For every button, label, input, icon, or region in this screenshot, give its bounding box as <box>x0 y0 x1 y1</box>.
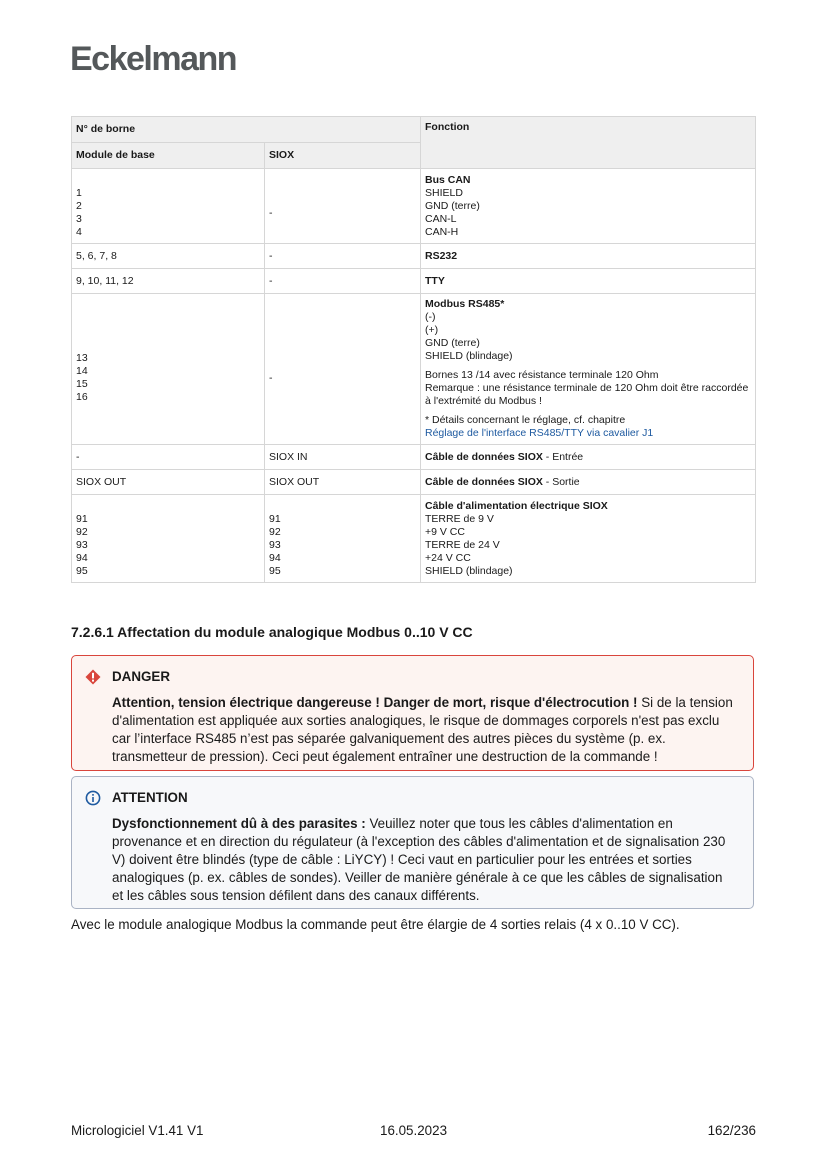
table-row <box>72 470 756 495</box>
termination-note: Bornes 13 /14 avec résistance terminale 120 Ohm <box>425 369 659 381</box>
eckelmann-logo: Eckelmann <box>70 40 237 78</box>
function-cell: TTY <box>421 269 756 294</box>
siox-cell: - <box>265 269 421 294</box>
footer-page-number: 162/236 <box>707 1123 756 1138</box>
function-cell: Bus CAN SHIELD GND (terre) CAN-L CAN-H <box>421 169 756 244</box>
table-row <box>72 294 756 445</box>
table-row <box>72 495 756 583</box>
siox-cell: - <box>265 169 421 244</box>
base-cell: 13 14 15 16 <box>72 294 265 445</box>
table-row <box>72 169 756 244</box>
function-cell: Modbus RS485* (-) (+) GND (terre) SHIELD (blindage) Bornes 13 /14 avec résistance terminale 120 Ohm Remarque : une résistance terminale de 120 Ohm doit être raccordée à l'extrémité du Modbus ! * Détails concernant le réglage, cf. chapitre Réglage de l'interface RS485/TTY via cavalier J1 <box>421 294 756 445</box>
header-terminal: N° de borne <box>72 117 421 143</box>
siox-cell: - <box>265 294 421 445</box>
table-row <box>72 244 756 269</box>
footer-date: 16.05.2023 <box>380 1123 448 1138</box>
siox-cell: SIOX OUT <box>265 470 421 495</box>
section-heading: 7.2.6.1 Affectation du module analogique Modbus 0..10 V CC <box>71 624 473 640</box>
danger-body: Attention, tension électrique dangereuse ! Danger de mort, risque d'électrocution ! Si de la tension d'alimentation est appliquée aux sorties analogiques, le risque de dommages corporels n'est pas exclu car l’interface RS485 n’est pas séparée galvaniquement des autres pièces du système (p. ex. transmetteur de pression). Ceci peut également entraîner une destruction de la commande ! <box>112 695 733 764</box>
function-cell: Câble de données SIOX - Sortie <box>421 470 756 495</box>
table-row <box>72 445 756 470</box>
base-cell: - <box>72 445 265 470</box>
base-cell: 5, 6, 7, 8 <box>72 244 265 269</box>
function-cell: Câble d'alimentation électrique SIOX TERRE de 9 V +9 V CC TERRE de 24 V +24 V CC SHIELD (blindage) <box>421 495 756 583</box>
settings-note: * Détails concernant le réglage, cf. chapitre <box>425 414 626 426</box>
danger-warning-icon <box>85 669 101 685</box>
terminal-table <box>71 116 756 583</box>
danger-notice <box>71 655 754 771</box>
attention-body: Dysfonctionnement dû à des parasites : Veuillez noter que tous les câbles d'alimentation en provenance et en direction du régulateur (à l'exception des câbles d'alimentation et de signalisation 230 V) doivent être blindés (type de câble : LiYCY) ! Ceci vaut en particulier pour les entrées et sorties analogiques (p. ex. câbles de sondes). Veiller de manière générale à ce que les câbles de signalisation et les câbles sous tension défilent dans des canaux différents. <box>112 816 726 903</box>
termination-remark: Remarque : une résistance terminale de 120 Ohm doit être raccordée à l'extrémité du Modbus ! <box>425 382 749 407</box>
siox-cell: SIOX IN <box>265 445 421 470</box>
table-row <box>72 269 756 294</box>
base-cell: 9, 10, 11, 12 <box>72 269 265 294</box>
attention-notice <box>71 776 754 909</box>
base-cell: 1 2 3 4 <box>72 169 265 244</box>
base-cell: SIOX OUT <box>72 470 265 495</box>
function-cell: Câble de données SIOX - Entrée <box>421 445 756 470</box>
jumper-settings-link[interactable]: Réglage de l'interface RS485/TTY via cavalier J1 <box>425 427 654 439</box>
function-cell: RS232 <box>421 244 756 269</box>
header-function: Fonction <box>421 117 756 169</box>
danger-title: DANGER <box>112 669 171 684</box>
footer-firmware: Micrologiciel V1.41 V1 <box>71 1123 204 1138</box>
attention-title: ATTENTION <box>112 790 188 805</box>
intro-paragraph: Avec le module analogique Modbus la commande peut être élargie de 4 sorties relais (4 x 0..10 V CC). <box>71 917 680 932</box>
info-icon <box>85 790 101 806</box>
base-cell: 91 92 93 94 95 <box>72 495 265 583</box>
header-siox: SIOX <box>265 143 421 169</box>
siox-cell: 91 92 93 94 95 <box>265 495 421 583</box>
siox-cell: - <box>265 244 421 269</box>
header-base-module: Module de base <box>72 143 265 169</box>
